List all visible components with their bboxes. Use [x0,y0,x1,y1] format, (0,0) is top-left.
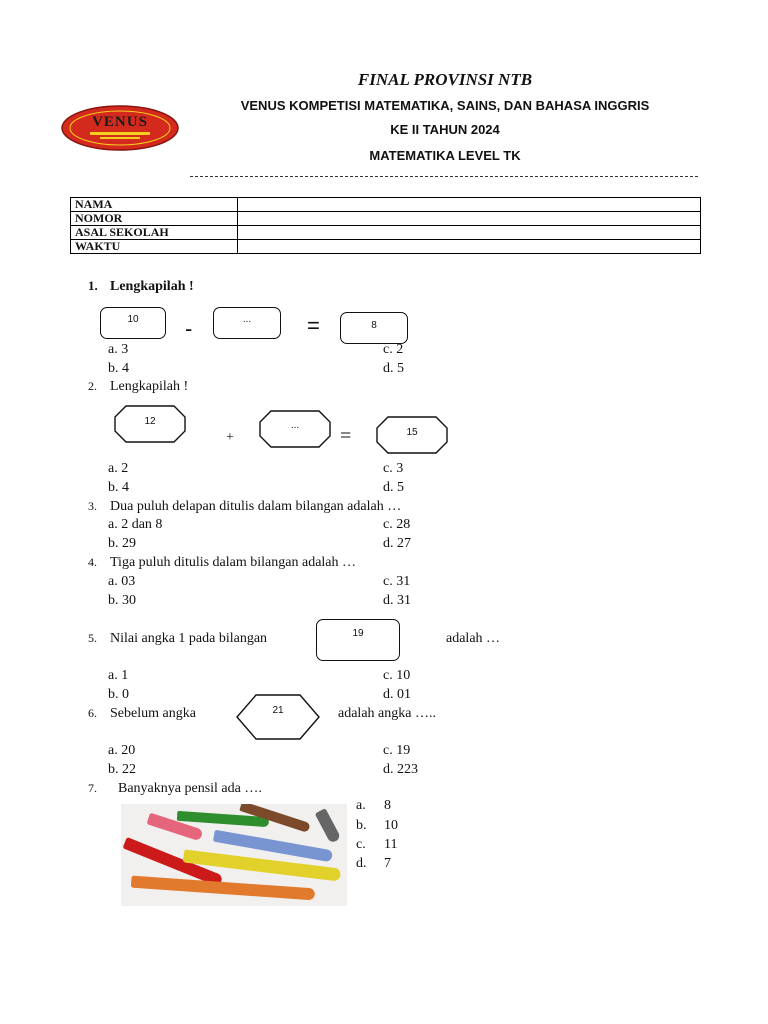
option-value: 7 [384,856,391,871]
option-value: 10 [384,818,398,833]
question-text: Nilai angka 1 pada bilangan [110,631,268,646]
question-number: 6. [88,706,97,720]
question-3 [88,499,401,515]
option-a: a. 2 dan 8 [108,517,163,532]
option-b: b. 30 [108,593,136,608]
header-line-3: MATEMATIKA LEVEL TK [369,148,521,163]
option-a: a. 1 [108,668,129,683]
field-nomor[interactable] [238,212,701,226]
blank-box: ... [213,307,281,339]
table-row [71,240,701,254]
option-b: b. 4 [108,361,129,376]
label-nama: NAMA [71,198,238,212]
option-c: c. 3 [383,461,404,476]
option-c: c. 10 [383,668,411,683]
option-d: d. 01 [383,687,411,702]
label-nomor: NOMOR [71,212,238,226]
question-7 [88,781,262,797]
question-4 [88,555,356,571]
option-letter: b. [356,818,367,833]
question-number: 7. [88,781,97,795]
divider [190,176,698,177]
table-row [71,226,701,240]
question-text: Sebelum angka [110,706,196,721]
option-a: a. 03 [108,574,136,589]
question-number: 5. [88,631,97,645]
option-c: c. 2 [383,342,404,357]
option-b: b. 22 [108,762,136,777]
crayon-orange-icon [131,876,315,901]
label-asal-sekolah: ASAL SEKOLAH [71,226,238,240]
crayon-gray-icon [315,808,342,844]
crayons-image [121,804,347,906]
hexagon-shape [236,694,320,740]
field-waktu[interactable] [238,240,701,254]
option-c: c. 19 [383,743,411,758]
option-a: a. 3 [108,342,129,357]
number-box: 19 [316,619,400,661]
question-text: Dua puluh delapan ditulis dalam bilangan adalah … [110,499,402,514]
option-a: a. 2 [108,461,129,476]
option-letter: d. [356,856,367,871]
question-text: Tiga puluh ditulis dalam bilangan adalah … [110,555,357,570]
option-b: b. 4 [108,480,129,495]
equals-sign: = [340,425,352,447]
option-value: 11 [384,837,398,852]
field-asal-sekolah[interactable] [238,226,701,240]
question-number: 1. [88,278,98,293]
label-waktu: WAKTU [71,240,238,254]
number-box: 8 [340,312,408,344]
option-c: c. 28 [383,517,411,532]
octagon-value: ... [290,420,300,431]
number-box: 10 [100,307,166,339]
question-5 [88,631,267,647]
option-c: c. 31 [383,574,411,589]
option-d: d. 223 [383,762,418,777]
question-number: 2. [88,379,97,393]
logo-text: VENUS [92,114,148,130]
option-d [356,856,391,872]
table-row [71,212,701,226]
octagon-shape [114,405,186,443]
option-d: d. 5 [383,480,404,495]
header-line-2: KE II TAHUN 2024 [390,122,500,137]
question-text: Lengkapilah ! [110,279,194,294]
question-6 [88,706,196,722]
question-1 [88,278,194,295]
option-b: b. 0 [108,687,129,702]
question-suffix: adalah angka ….. [338,706,436,721]
option-b [356,818,398,834]
header-line-1: VENUS KOMPETISI MATEMATIKA, SAINS, DAN BAHASA INGGRIS [240,98,650,113]
info-table [70,197,701,254]
table-row [71,198,701,212]
option-b: b. 29 [108,536,136,551]
option-value: 8 [384,798,391,813]
option-c [356,837,397,853]
question-text: Banyaknya pensil ada …. [118,781,262,796]
question-number: 4. [88,555,97,569]
hexagon-value: 21 [272,705,284,716]
page-title: FINAL PROVINSI NTB [357,70,533,89]
plus-sign: + [226,430,234,445]
option-d: d. 5 [383,361,404,376]
octagon-value: 15 [406,427,418,438]
equals-sign: = [307,313,320,338]
option-d: d. 31 [383,593,411,608]
octagon-shape [376,416,448,454]
octagon-shape [259,410,331,448]
question-2 [88,379,188,395]
option-letter: a. [356,798,366,813]
option-a [356,798,391,814]
question-suffix: adalah … [446,631,501,646]
option-letter: c. [356,837,366,852]
option-a: a. 20 [108,743,136,758]
question-number: 3. [88,499,97,513]
option-d: d. 27 [383,536,411,551]
question-text: Lengkapilah ! [110,379,189,394]
octagon-value: 12 [144,416,156,427]
field-nama[interactable] [238,198,701,212]
minus-sign: - [185,316,193,341]
